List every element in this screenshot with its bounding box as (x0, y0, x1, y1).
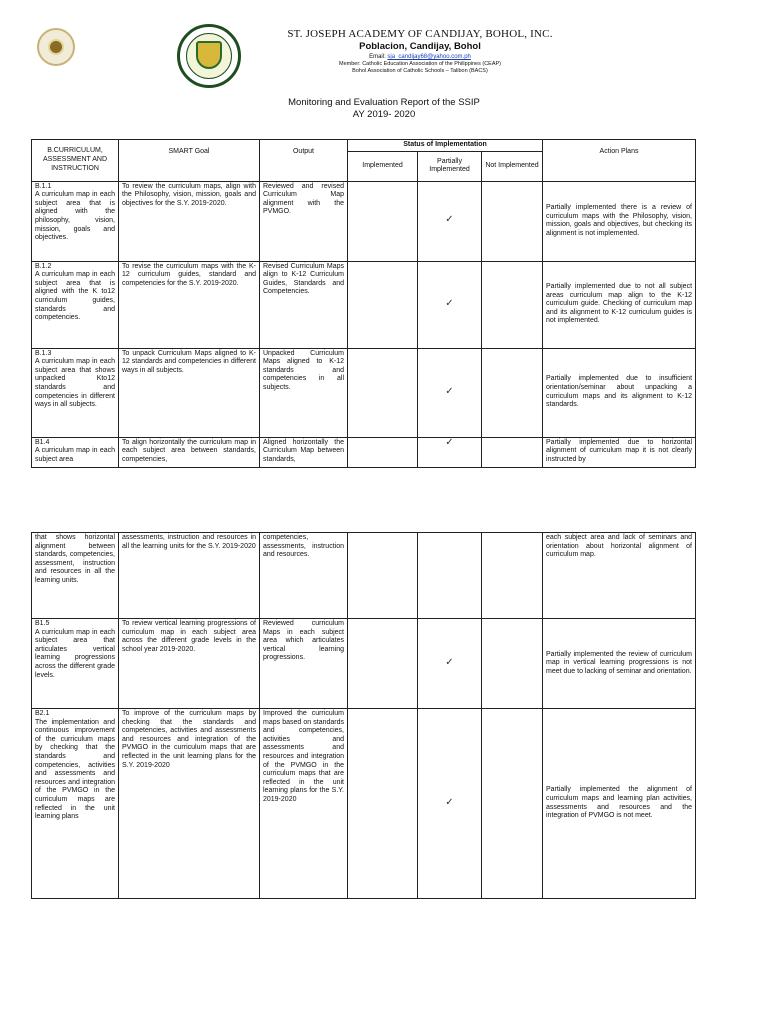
table-row (32, 437, 696, 467)
table-row (32, 348, 696, 437)
action-plan-cell: each subject area and lack of seminars and orientation about horizontal alignment of curriculum map. (543, 533, 696, 619)
area-cell (32, 709, 119, 899)
status-partially-cell (418, 619, 482, 709)
smart-goal-cell: To review vertical learning progressions of curriculum map in each subject area across the different grade levels in the school year 2019-2020. (119, 619, 260, 709)
status-implemented-cell (348, 533, 418, 619)
school-email-line (255, 54, 585, 60)
indicator-text: A curriculum map in each subject area (35, 447, 115, 463)
indicator-text: The implementation and continuous improvement of the curriculum maps by checking that the standards and competencies, activities and assessments and resources and integration of the PVMGO in the curriculum maps are reflected in the unit learning plans (35, 718, 115, 821)
area-cell (32, 533, 119, 619)
report-year: AY 2019- 2020 (352, 109, 416, 120)
action-plan-cell: Partially implemented there is a review of curriculum maps with the Philosophy, vision, mission, goals and objectives, but checking its alignment is not implemented. (543, 181, 696, 261)
output-cell: Improved the curriculum maps based on standards and competencies, activities and assessments and resources and integration of the PVMGO in the curriculum maps that are reflected in the unit learning plans for the S.Y. 2019-2020 (260, 709, 348, 899)
output-cell: Aligned horizontally the Curriculum Map between standards, (260, 437, 348, 467)
status-implemented-cell (348, 181, 418, 261)
ssip-table-page1 (31, 139, 696, 468)
indicator-text: A curriculum map in each subject area that shows unpacked Kto12 standards and competencies in different ways in all subjects. (35, 358, 115, 409)
action-plan-cell: Partially implemented the alignment of curriculum maps and learning plan activities, assessments and resources and the integration of PVMGO is not meet. (543, 709, 696, 899)
indicator-code: B.1.1 (35, 182, 52, 190)
area-cell (32, 261, 119, 348)
status-implemented-cell (348, 348, 418, 437)
status-implemented-cell (348, 619, 418, 709)
indicator-text: A curriculum map in each subject area that is aligned with the K to12 curriculum guides, standards and competencies. (35, 271, 115, 322)
check-mark-icon: ✓ (445, 656, 454, 668)
status-partially-cell (418, 348, 482, 437)
smart-goal-cell: To align horizontally the curriculum map in each subject area between standards, competencies, (119, 437, 260, 467)
ssip-table-page2 (31, 532, 696, 899)
action-plan-cell: Partially implemented due to horizontal alignment of curriculum map it is not clearly instructed by (543, 437, 696, 467)
status-not-implemented-cell (482, 619, 543, 709)
indicator-code: B1.5 (35, 620, 50, 627)
column-header-area: B.CURRICULUM, ASSESSMENT AND INSTRUCTION (32, 140, 119, 182)
indicator-text: A curriculum map in each subject area that is aligned with the philosophy, vision, mission, goals and objectives. (35, 191, 115, 242)
school-address: Poblacion, Candijay, Bohol (359, 41, 481, 52)
action-plan-cell: Partially implemented due to not all subject areas curriculum map align to the K-12 curriculum guide. Checking of curriculum map and its alignment to K-12 curriculum guides is not implemented. (543, 261, 696, 348)
status-partially-cell (418, 709, 482, 899)
membership-line-1: Member: Catholic Education Association of the Philippines (CEAP) (338, 61, 502, 67)
table-row (32, 181, 696, 261)
status-not-implemented-cell (482, 709, 543, 899)
status-not-implemented-cell (482, 181, 543, 261)
smart-goal-cell: To improve of the curriculum maps by checking that the standards and competencies, activities and assessments and resources and integration of the PVMGO in the curriculum maps that are reflected in the unit learning plans for the S.Y. 2019-2020 (119, 709, 260, 899)
area-cell (32, 348, 119, 437)
smart-goal-cell: assessments, instruction and resources in all the learning units for the S.Y. 2019-2020 (119, 533, 260, 619)
email-label: Email: (369, 54, 386, 60)
check-mark-icon: ✓ (445, 436, 454, 448)
check-mark-icon: ✓ (445, 297, 454, 309)
indicator-code: B2.1 (35, 710, 50, 717)
smart-goal-cell: To review the curriculum maps, align with the Philosophy, vision, mission, goals and objectives for the S.Y. 2019-2020. (119, 181, 260, 261)
column-header-smart-goal: SMART Goal (119, 140, 260, 182)
status-partially-cell (418, 181, 482, 261)
indicator-text: that shows horizontal alignment between standards, competencies, assessment, instruction and resources in all the learning units. (35, 534, 115, 584)
status-implemented-cell (348, 709, 418, 899)
table-row (32, 619, 696, 709)
school-name: ST. JOSEPH ACADEMY OF CANDIJAY, BOHOL, INC. (287, 28, 553, 40)
status-partially-cell (418, 533, 482, 619)
smart-goal-cell: To unpack Curriculum Maps aligned to K-12 standards and competencies in different ways in all subjects. (119, 348, 260, 437)
check-mark-icon: ✓ (445, 385, 454, 397)
indicator-code: B1.4 (35, 438, 50, 446)
status-not-implemented-cell (482, 533, 543, 619)
check-mark-icon: ✓ (445, 214, 454, 226)
status-partially-cell (418, 437, 482, 467)
column-header-not-implemented: Not Implemented (482, 151, 543, 181)
check-mark-icon: ✓ (445, 796, 454, 808)
column-header-implemented: Implemented (348, 151, 418, 181)
bacs-logo (37, 28, 75, 66)
column-header-output: Output (260, 140, 348, 182)
table-row (32, 261, 696, 348)
column-header-status: Status of Implementation (348, 140, 543, 152)
output-cell: Reviewed curriculum Maps in each subject area which articulates vertical learning progressions. (260, 619, 348, 709)
status-partially-cell (418, 261, 482, 348)
area-cell (32, 437, 119, 467)
action-plan-cell: Partially implemented the review of curriculum map in vertical learning progressions is not meet due to lacking of seminar and orientation. (543, 619, 696, 709)
area-cell (32, 181, 119, 261)
indicator-code: B.1.3 (35, 349, 52, 357)
status-not-implemented-cell (482, 437, 543, 467)
indicator-code: B.1.2 (35, 262, 52, 270)
output-cell: competencies, assessments, instruction and resources. (260, 533, 348, 619)
email-link[interactable]: sja_candijay68@yahoo.com.ph (387, 54, 471, 60)
area-cell (32, 619, 119, 709)
indicator-text: A curriculum map in each subject area that articulates vertical learning progressions across the different grade levels. (35, 628, 115, 679)
output-cell: Unpacked Curriculum Maps aligned to K-12 standards and competencies in all subjects. (260, 348, 348, 437)
output-cell: Reviewed and revised Curriculum Map alignment with the PVMGO. (260, 181, 348, 261)
membership-line-2: Bohol Association of Catholic Schools – Talibon (BACS) (352, 68, 488, 74)
status-implemented-cell (348, 437, 418, 467)
output-cell: Revised Curriculum Maps align to K-12 Curriculum Guides, Standards and Competencies. (260, 261, 348, 348)
table-row (32, 533, 696, 619)
table-row (32, 709, 696, 899)
action-plan-cell: Partially implemented due to insufficient orientation/seminar about unpacking a curriculum maps and its alignment to K-12 standards. (543, 348, 696, 437)
status-implemented-cell (348, 261, 418, 348)
school-seal-logo (177, 24, 241, 88)
status-not-implemented-cell (482, 348, 543, 437)
status-not-implemented-cell (482, 261, 543, 348)
report-title: Monitoring and Evaluation Report of the SSIP (288, 97, 480, 108)
smart-goal-cell: To revise the curriculum maps with the K-12 curriculum guides, standard and competencies for the S.Y. 2019-2020. (119, 261, 260, 348)
column-header-action-plans: Action Plans (543, 140, 696, 182)
column-header-partially: Partially Implemented (418, 151, 482, 181)
